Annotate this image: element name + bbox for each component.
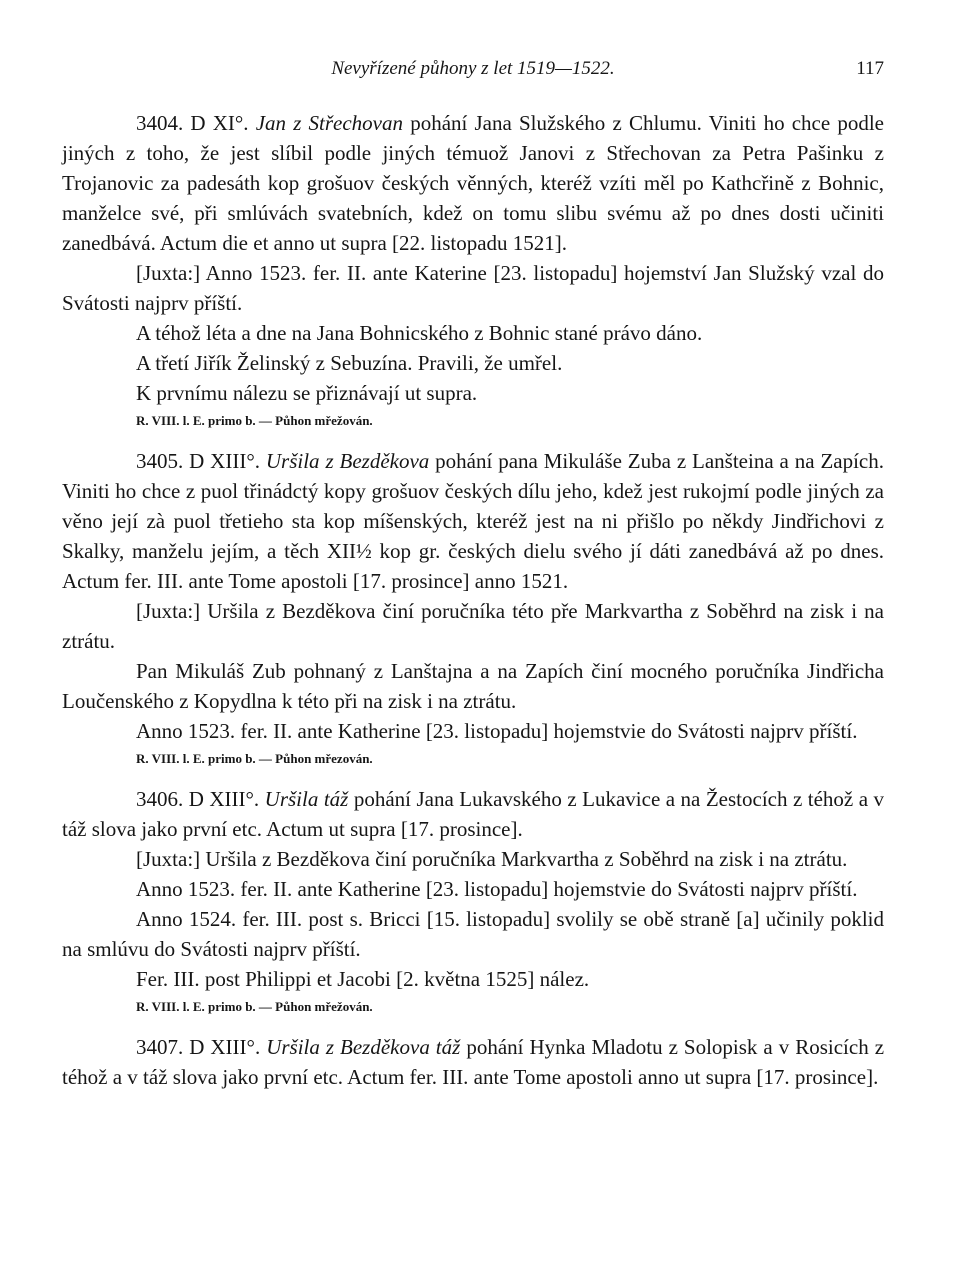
archive-signature: R. VIII. l. E. primo b. — Půhon mřezován. <box>136 751 373 766</box>
entry-text: pohání pana Mikuláše Zuba z Lanšteina a na Zapích. Viniti ho chce z puol třinádctý kopy grošuov českých dílu jeho, kdež jest rukojmí podle jiných za věno její zà puol třetieho sta kop míšenských, kteréž jest na ni přišlo po někdy Jindřichovi z Skalky, manželu jejím, a těch XII½ kop gr. českých dielu svého jí dáti zanedbává až po dnes. Actum fer. III. ante Tome apostoli [17. prosince] anno 1521. <box>62 449 885 593</box>
page-body <box>62 108 884 1092</box>
entry-text: pohání Hynka Mladotu z Solopisk a v Rosicích z téhož a v táž slova jako první etc. Actum fer. III. ante Tome apostoli anno ut supra [17. prosince]. <box>62 1035 885 1089</box>
archive-signature: R. VIII. l. E. primo b. — Půhon mřežován. <box>136 999 373 1014</box>
entry-3407 <box>62 1032 884 1092</box>
entry-person: Uršila z Bezděkova táž <box>266 1035 461 1059</box>
entry-paragraph: Pan Mikuláš Zub pohnaný z Lanštajna a na Zapích činí mocného poručníka Jindřicha Loučenského z Kopydlna k této při na zisk i na ztrátu. <box>62 659 884 713</box>
entry-3405 <box>62 446 884 770</box>
entry-person: Uršila z Bezděkova <box>265 449 430 473</box>
entry-number: 3406. D XIII°. <box>136 787 260 811</box>
entry-text: pohání Jana Lukavského z Lukavice a na Žestocích z téhož a v táž slova jako první etc. Actum ut supra [17. prosince]. <box>62 787 885 841</box>
entry-lead-paragraph <box>62 446 884 596</box>
entry-paragraph: A třetí Jiřík Želinský z Sebuzína. Pravili, že umřel. <box>136 351 563 375</box>
entry-lead-paragraph <box>62 784 884 844</box>
entry-paragraph: Anno 1523. fer. II. ante Katherine [23. listopadu] hojemstvie do Svátosti najprv příští. <box>136 877 858 901</box>
entry-person: Uršila táž <box>264 787 349 811</box>
entry-paragraph: A téhož léta a dne na Jana Bohnicského z Bohnic stané právo dáno. <box>136 321 703 345</box>
entry-3406 <box>62 784 884 1018</box>
entry-paragraph: Anno 1524. fer. III. post s. Bricci [15. listopadu] svolily se obě straně [a] učinily poklid na smlúvu do Svátosti najprv příští. <box>62 907 884 961</box>
entry-number: 3407. D XIII°. <box>136 1035 261 1059</box>
entry-number: 3404. D XI°. <box>136 111 249 135</box>
entry-person: Jan z Střechovan <box>255 111 404 135</box>
entry-text: pohání Jana Služského z Chlumu. Viniti ho chce podle jiných z toho, že jest slíbil podle jiných témuož Janovi z Střechovan za Petra Pašinku z Trojanovic za padesáth kop grošuov českých věnných, kteréž vzíti měl po Kathcřině z Bohnic, manželce své, při smlúvách svatebních, kdež on tomu slibu svému až po dnes dosti učiniti zanedbává. Actum die et anno ut supra [22. listopadu 1521]. <box>62 111 885 255</box>
entry-paragraph: [Juxta:] Anno 1523. fer. II. ante Katerine [23. listopadu] hojemství Jan Služský vzal do Svátosti najprv příští. <box>62 261 884 315</box>
entry-number: 3405. D XIII°. <box>136 449 260 473</box>
entry-lead-paragraph <box>62 108 884 258</box>
entry-paragraph: Fer. III. post Philippi et Jacobi [2. května 1525] nález. <box>136 967 590 991</box>
entry-paragraph: Anno 1523. fer. II. ante Katherine [23. listopadu] hojemstvie do Svátosti najprv příští. <box>136 719 858 743</box>
entry-lead-paragraph <box>62 1032 884 1092</box>
entry-paragraph: [Juxta:] Uršila z Bezděkova činí poručníka této pře Markvartha z Soběhrd na zisk i na ztrátu. <box>62 599 884 653</box>
page-number: 117 <box>856 58 884 79</box>
entry-paragraph: K prvnímu nálezu se přiznávají ut supra. <box>136 381 478 405</box>
entry-3404 <box>62 108 884 432</box>
running-header <box>62 58 884 86</box>
entry-paragraph: [Juxta:] Uršila z Bezděkova činí poručníka Markvartha z Soběhrd na zisk i na ztrátu. <box>136 847 848 871</box>
running-title: Nevyřízené půhony z let 1519—1522. <box>331 58 615 79</box>
archive-signature: R. VIII. l. E. primo b. — Půhon mřežován. <box>136 413 373 428</box>
